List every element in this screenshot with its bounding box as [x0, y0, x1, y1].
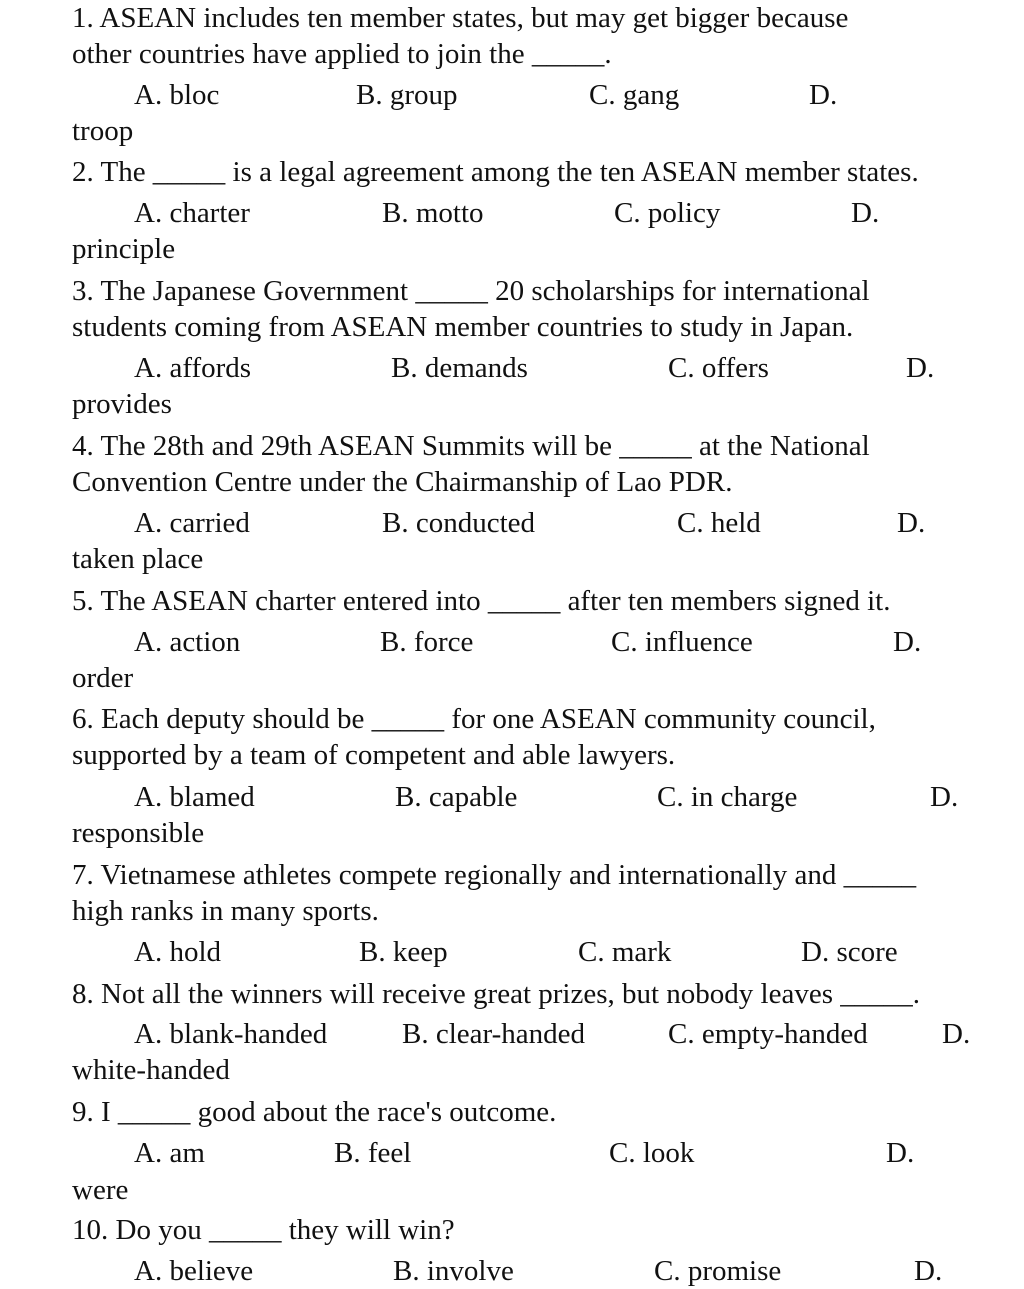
question-9-option-d-text: were [72, 1174, 129, 1206]
question-9-stem-line-1: 9. I _____ good about the race's outcome. [72, 1096, 557, 1128]
question-3-option-c: C. offers [668, 352, 769, 384]
question-3-stem-line-2: students coming from ASEAN member countries to study in Japan. [72, 311, 854, 343]
question-7-option-c: C. mark [578, 936, 672, 968]
question-1-option-a: A. bloc [134, 79, 220, 111]
question-7-stem-line-1: 7. Vietnamese athletes compete regionally and internationally and _____ [72, 859, 917, 891]
question-6-stem-line-2: supported by a team of competent and able lawyers. [72, 739, 676, 771]
question-5-option-a: A. action [134, 626, 241, 658]
question-9-option-b: B. feel [334, 1137, 412, 1169]
question-10-option-b: B. involve [393, 1255, 514, 1287]
question-10-stem-line-1: 10. Do you _____ they will win? [72, 1214, 455, 1246]
question-9-option-d: D. [886, 1137, 915, 1169]
question-10-option-d: D. [914, 1255, 943, 1287]
question-2-option-d: D. [851, 197, 880, 229]
question-8-option-a: A. blank-handed [134, 1018, 328, 1050]
question-10-option-a: A. believe [134, 1255, 254, 1287]
question-3-stem-line-1: 3. The Japanese Government _____ 20 scholarships for international [72, 275, 870, 307]
question-6-option-d-text: responsible [72, 817, 205, 849]
question-5-stem-line-1: 5. The ASEAN charter entered into _____ after ten members signed it. [72, 585, 891, 617]
question-10-option-c: C. promise [654, 1255, 782, 1287]
question-9-option-a: A. am [134, 1137, 205, 1169]
question-8-option-d: D. [942, 1018, 971, 1050]
question-1-option-c: C. gang [589, 79, 680, 111]
question-1-option-d: D. [809, 79, 838, 111]
question-4-option-c: C. held [677, 507, 761, 539]
question-1-option-d-text: troop [72, 115, 134, 147]
question-6-option-b: B. capable [395, 781, 518, 813]
question-2-option-c: C. policy [614, 197, 721, 229]
question-7-option-d: D. score [801, 936, 898, 968]
question-8-option-b: B. clear-handed [402, 1018, 585, 1050]
question-1-option-b: B. group [356, 79, 458, 111]
question-7-stem-line-2: high ranks in many sports. [72, 895, 379, 927]
question-5-option-c: C. influence [611, 626, 753, 658]
question-6-option-d: D. [930, 781, 959, 813]
question-5-option-d: D. [893, 626, 922, 658]
question-6-option-c: C. in charge [657, 781, 798, 813]
question-8-stem-line-1: 8. Not all the winners will receive great prizes, but nobody leaves _____. [72, 978, 921, 1010]
question-6-stem-line-1: 6. Each deputy should be _____ for one ASEAN community council, [72, 703, 876, 735]
question-8-option-d-text: white-handed [72, 1054, 230, 1086]
question-1-stem-line-1: 1. ASEAN includes ten member states, but may get bigger because [72, 2, 849, 34]
question-4-stem-line-1: 4. The 28th and 29th ASEAN Summits will be _____ at the National [72, 430, 870, 462]
question-5-option-b: B. force [380, 626, 474, 658]
question-4-option-a: A. carried [134, 507, 250, 539]
question-2-stem-line-1: 2. The _____ is a legal agreement among the ten ASEAN member states. [72, 156, 919, 188]
question-7-option-a: A. hold [134, 936, 221, 968]
question-5-option-d-text: order [72, 662, 134, 694]
question-9-option-c: C. look [609, 1137, 695, 1169]
question-7-option-b: B. keep [359, 936, 448, 968]
question-1-stem-line-2: other countries have applied to join the _____. [72, 38, 612, 70]
question-4-stem-line-2: Convention Centre under the Chairmanship of Lao PDR. [72, 466, 733, 498]
question-2-option-a: A. charter [134, 197, 250, 229]
question-8-option-c: C. empty-handed [668, 1018, 868, 1050]
question-2-option-b: B. motto [382, 197, 484, 229]
question-2-option-d-text: principle [72, 233, 176, 265]
question-3-option-a: A. affords [134, 352, 252, 384]
question-4-option-b: B. conducted [382, 507, 536, 539]
question-3-option-b: B. demands [391, 352, 528, 384]
question-4-option-d: D. [897, 507, 926, 539]
question-3-option-d: D. [906, 352, 935, 384]
question-3-option-d-text: provides [72, 388, 172, 420]
question-4-option-d-text: taken place [72, 543, 204, 575]
question-6-option-a: A. blamed [134, 781, 255, 813]
